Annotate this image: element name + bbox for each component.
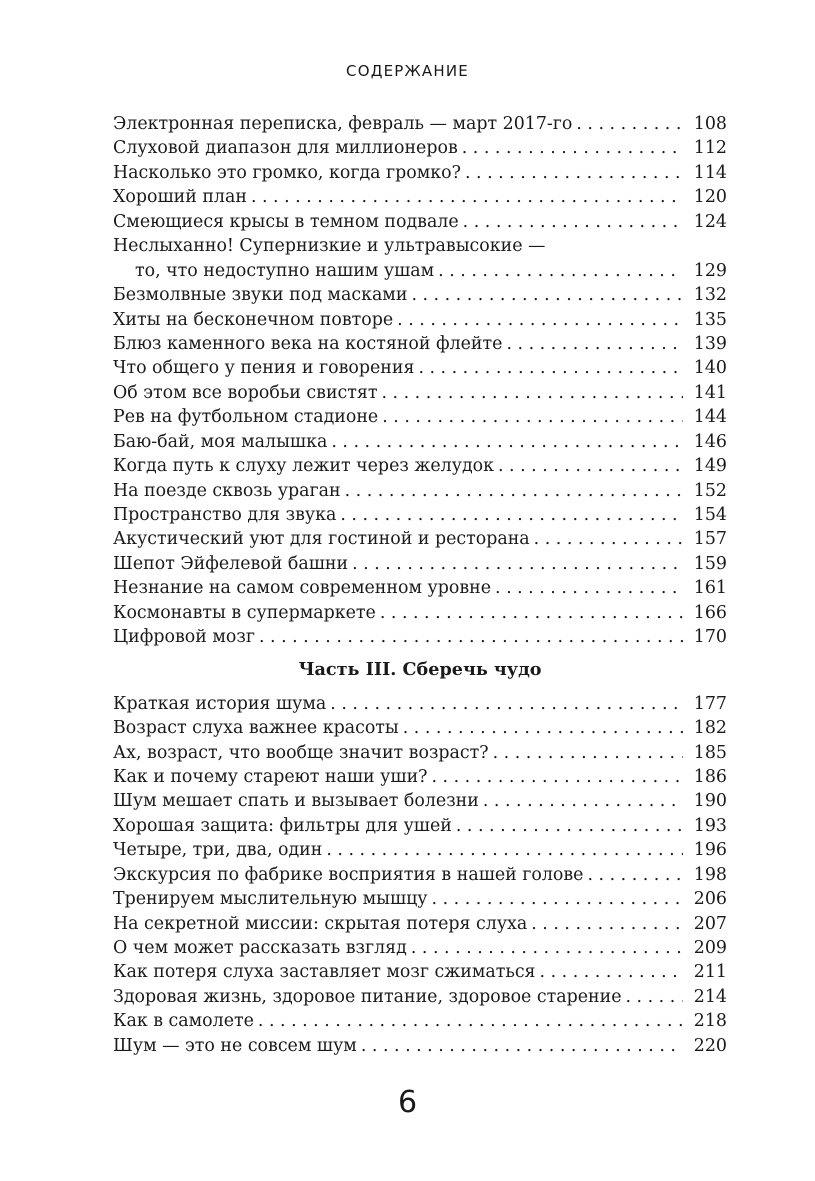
toc-entry-row (113, 308, 727, 332)
toc-entry-page: 196 (693, 840, 727, 861)
dot-leader (418, 356, 683, 380)
toc-entry-title: Как и почему стареют наши уши? (113, 766, 428, 787)
part-heading: Часть III. Сберечь чудо (298, 658, 542, 680)
toc-entry-page: 177 (693, 693, 727, 714)
toc-entry-title: Электронная переписка, февраль — март 2017-го (113, 114, 573, 134)
toc-entry-row (113, 210, 727, 234)
toc-entry-title: Как потеря слуха заставляет мозг сжиматься (113, 962, 536, 983)
toc-entry (113, 479, 727, 503)
toc-entry-page: 161 (693, 578, 727, 599)
dot-leader (432, 887, 683, 911)
toc-entry-title: Об этом все воробьи свистят (113, 382, 378, 403)
toc-entry (113, 308, 727, 332)
table-of-contents (113, 112, 727, 1058)
running-header: СОДЕРЖАНИЕ (346, 62, 469, 80)
toc-entry-page: 149 (693, 456, 727, 477)
dot-leader (411, 283, 683, 307)
toc-entry-page: 157 (693, 529, 727, 550)
toc-entry-row (113, 1034, 727, 1058)
toc-entry-title: то, что недоступно нашим ушам (135, 260, 435, 281)
dot-leader (531, 912, 683, 936)
toc-entry (113, 1009, 727, 1033)
toc-entry-title: Смеющиеся крысы в темном подвале (113, 211, 459, 232)
toc-entry (113, 430, 727, 454)
toc-entry-title: Шум — это не совсем шум (113, 1035, 357, 1056)
toc-entry-row (113, 814, 727, 838)
toc-entry-row (113, 454, 727, 478)
toc-entry-title: Как в самолете (113, 1011, 254, 1032)
toc-entry (113, 185, 727, 209)
toc-entry-page: 146 (693, 431, 727, 452)
toc-entry-row (113, 136, 727, 160)
toc-entry-title: Блюз каменного века на костяной флейте (113, 333, 503, 354)
toc-entry-page: 166 (693, 602, 727, 623)
toc-entry-title-line1: Неслыханно! Супернизкие и ультравысокие — (113, 236, 546, 257)
toc-entry-row (113, 789, 727, 813)
toc-entry-title: Шум мешает спать и вызывает болезни (113, 791, 479, 812)
toc-entry (113, 381, 727, 405)
toc-entry-page: 185 (693, 742, 727, 763)
toc-entry-page: 129 (693, 260, 727, 281)
toc-entry-row (113, 985, 727, 1009)
toc-entry-page: 207 (693, 913, 727, 934)
toc-entry-row (113, 527, 727, 551)
dot-leader (403, 716, 683, 740)
toc-entry (113, 503, 727, 527)
dot-leader (331, 430, 683, 454)
toc-entry-page: 140 (693, 358, 727, 379)
toc-entry-page: 144 (693, 407, 727, 428)
toc-entry (113, 405, 727, 429)
dot-leader (625, 985, 683, 1009)
toc-entry (113, 716, 727, 740)
dot-leader (361, 1034, 683, 1058)
toc-entry-row (113, 936, 727, 960)
toc-entry (113, 692, 727, 716)
toc-entry-row (113, 765, 727, 789)
toc-entry (113, 601, 727, 625)
toc-entry (113, 161, 727, 185)
page-number: 6 (397, 1085, 418, 1120)
toc-entry-page: 132 (693, 285, 727, 306)
toc-entry-row (113, 1009, 727, 1033)
dot-leader (382, 405, 683, 429)
toc-entry-row (113, 283, 727, 307)
toc-entry-title: Здоровая жизнь, здоровое питание, здоровое старение (113, 986, 622, 1007)
dot-leader (380, 601, 683, 625)
toc-entry-row (113, 479, 727, 503)
dot-leader (540, 960, 683, 984)
toc-entry-row (113, 576, 727, 600)
toc-entry-page: 182 (693, 718, 727, 739)
toc-entry-page: 218 (693, 1011, 727, 1032)
dot-leader (498, 454, 683, 478)
toc-entry-title: Рев на футбольном стадионе (113, 407, 379, 428)
toc-entry (113, 765, 727, 789)
toc-entry-title: Пространство для звука (113, 505, 337, 526)
dot-leader (465, 161, 683, 185)
toc-entry (113, 985, 727, 1009)
toc-entry-page: 159 (693, 553, 727, 574)
toc-entry-page: 135 (693, 309, 727, 330)
toc-entry (113, 625, 727, 649)
toc-entry-title: Акустический уют для гостиной и ресторана (113, 529, 530, 550)
dot-leader (397, 308, 683, 332)
toc-entry-title: Экскурсия по фабрике восприятия в нашей голове (113, 864, 584, 885)
toc-entry-page: 152 (693, 480, 727, 501)
toc-entry-title: Насколько это громко, когда громко? (113, 162, 461, 183)
toc-entry (113, 789, 727, 813)
toc-list-part3 (113, 692, 727, 1059)
toc-entry-page: 198 (693, 864, 727, 885)
toc-entry (113, 454, 727, 478)
toc-entry-title: На секретной миссии: скрытая потеря слуха (113, 913, 528, 934)
toc-entry-page: 211 (693, 962, 727, 983)
toc-entry-title: Ах, возраст, что вообще значит возраст? (113, 742, 489, 763)
toc-entry-row (113, 887, 727, 911)
dot-leader (352, 552, 683, 576)
toc-entry-page: 214 (693, 986, 727, 1007)
dot-leader (463, 210, 683, 234)
dot-leader (326, 838, 683, 862)
toc-entry-row (113, 912, 727, 936)
toc-entry-row (113, 381, 727, 405)
toc-entry-page: 120 (693, 187, 727, 208)
toc-list-part2 (113, 112, 727, 650)
dot-leader (258, 1009, 683, 1033)
toc-entry-title: О чем может рассказать взгляд (113, 938, 407, 959)
toc-entry-row (113, 259, 727, 283)
toc-entry-title: Хороший план (113, 187, 247, 208)
toc-entry (113, 136, 727, 160)
dot-leader (462, 136, 683, 160)
toc-entry-page: 193 (693, 815, 727, 836)
toc-entry-title: Четыре, три, два, один (113, 840, 323, 861)
toc-entry (113, 283, 727, 307)
toc-entry-row (113, 692, 727, 716)
toc-entry-row (113, 625, 727, 649)
toc-entry-title: Баю-бай, моя малышка (113, 431, 328, 452)
toc-entry-page: 154 (693, 505, 727, 526)
dot-leader (495, 576, 683, 600)
toc-entry-row (113, 552, 727, 576)
toc-entry-row (113, 601, 727, 625)
dot-leader (411, 936, 683, 960)
toc-entry (113, 576, 727, 600)
dot-leader (438, 259, 683, 283)
toc-entry-page: 220 (693, 1035, 727, 1056)
toc-entry-page: 170 (693, 627, 727, 648)
toc-entry-row (113, 716, 727, 740)
toc-entry (113, 741, 727, 765)
toc-entry (113, 356, 727, 380)
toc-entry-row (113, 430, 727, 454)
dot-leader (431, 765, 683, 789)
dot-leader (456, 814, 683, 838)
toc-entry-title: Возраст слуха важнее красоты (113, 718, 399, 739)
toc-entry-row (113, 112, 727, 136)
toc-entry-page: 139 (693, 333, 727, 354)
toc-entry-row (113, 161, 727, 185)
dot-leader (587, 863, 683, 887)
toc-entry-row (113, 863, 727, 887)
toc-entry-row (113, 741, 727, 765)
toc-entry-row (113, 405, 727, 429)
toc-entry-page: 112 (693, 138, 727, 159)
toc-entry-row (113, 332, 727, 356)
toc-entry (113, 863, 727, 887)
toc-entry-title: На поезде сквозь ураган (113, 480, 341, 501)
toc-entry-page: 124 (693, 211, 727, 232)
toc-entry (113, 552, 727, 576)
toc-entry-row (113, 356, 727, 380)
toc-entry (113, 936, 727, 960)
toc-entry-title: Хиты на бесконечном повторе (113, 309, 394, 330)
dot-leader (330, 692, 683, 716)
toc-entry (113, 527, 727, 551)
toc-entry-page: 141 (693, 382, 727, 403)
toc-entry (113, 332, 727, 356)
toc-entry (113, 912, 727, 936)
toc-entry (113, 814, 727, 838)
toc-entry-title: Тренируем мыслительную мышцу (113, 889, 428, 910)
toc-entry (113, 838, 727, 862)
dot-leader (382, 381, 684, 405)
toc-entry-title: Безмолвные звуки под масками (113, 285, 408, 306)
dot-leader (340, 503, 683, 527)
dot-leader (251, 185, 683, 209)
dot-leader (534, 527, 683, 551)
toc-entry-row (113, 185, 727, 209)
toc-entry-row (113, 503, 727, 527)
toc-entry-title: Что общего у пения и говорения (113, 358, 415, 379)
toc-entry-row (113, 960, 727, 984)
toc-entry-title: Краткая история шума (113, 693, 327, 714)
toc-entry-title: Когда путь к слуху лежит через желудок (113, 456, 494, 477)
toc-entry-title: Космонавты в супермаркете (113, 602, 376, 623)
toc-entry-page: 190 (693, 791, 727, 812)
toc-entry (113, 960, 727, 984)
toc-entry (113, 210, 727, 234)
dot-leader (259, 625, 683, 649)
toc-entry-row (113, 838, 727, 862)
toc-entry (113, 887, 727, 911)
dot-leader (576, 112, 683, 136)
dot-leader (493, 741, 683, 765)
dot-leader (345, 479, 683, 503)
toc-entry-title: Незнание на самом современном уровне (113, 578, 492, 599)
toc-entry (113, 1034, 727, 1058)
toc-entry-title: Цифровой мозг (113, 627, 255, 648)
toc-entry-title: Слуховой диапазон для миллионеров (113, 138, 458, 159)
toc-entry-page: 206 (693, 889, 727, 910)
toc-entry-page: 114 (693, 162, 727, 183)
dot-leader (483, 789, 683, 813)
toc-entry-title: Хорошая защита: фильтры для ушей (113, 815, 452, 836)
toc-entry-page: 108 (693, 114, 727, 134)
toc-entry-page: 209 (693, 938, 727, 959)
dot-leader (506, 332, 683, 356)
toc-entry-page: 186 (693, 766, 727, 787)
toc-entry (113, 234, 727, 283)
toc-entry (113, 112, 727, 136)
toc-entry-title: Шепот Эйфелевой башни (113, 553, 349, 574)
